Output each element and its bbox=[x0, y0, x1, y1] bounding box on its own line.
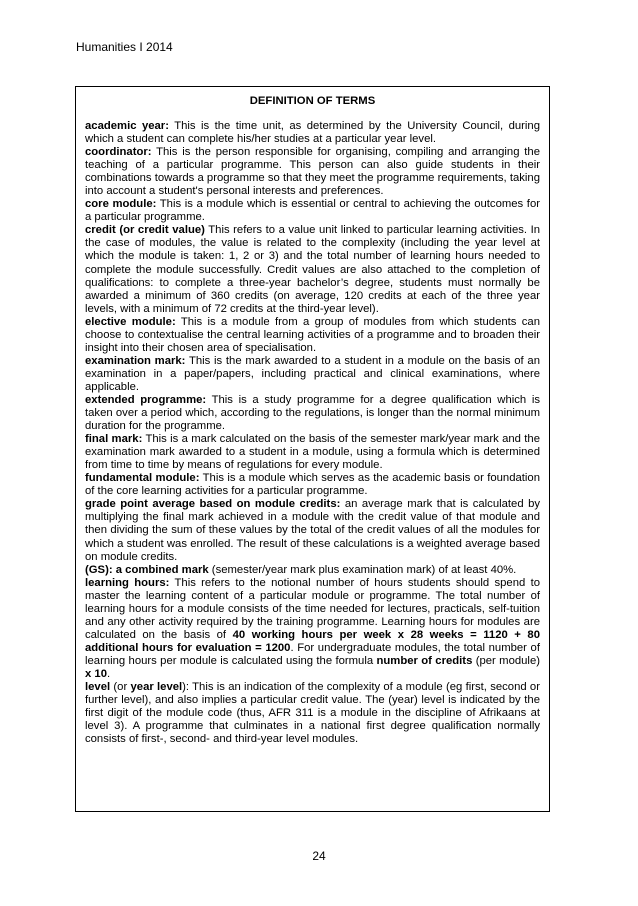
definition-term: credit (or credit value) bbox=[85, 224, 205, 237]
definition-text: (semester/year mark plus examination mark) of at least 40%. bbox=[208, 563, 517, 576]
definition-text: This refers to a value unit linked to particular learning activities. In the case of modules, the value is related to the complexity (including the year level at which the module is taken: 1, 2 or 3) and the total number of learning hours needed to complete the module successfully. Credit values are also attached to the completion of qualifications: to complete a three-year bachelor’s degree, students must normally be awarded a minimum of 360 credits (on average, 120 credits at each of the three year levels, with a minimum of 72 credits at the third-year level). bbox=[85, 224, 540, 315]
definition-term: learning hours: bbox=[85, 576, 170, 589]
definition-text: This is a mark calculated on the basis of the semester mark/year mark and the examination mark awarded to a student in a module, using a formula which is determined from time to time by means of regulations for every module. bbox=[85, 433, 540, 472]
definition-term: elective module: bbox=[85, 315, 176, 328]
definition-text: an average mark that is calculated by multiplying the final mark achieved in a module with the credit value of that module and then dividing the sum of these values by the total of the credit values of all the modules for which a student was enrolled. The result of these calculations is a weighted average based on module credits. bbox=[85, 498, 541, 563]
box-title: DEFINITION OF TERMS bbox=[249, 95, 376, 107]
definition-text: (or bbox=[110, 681, 131, 694]
definition-emphasis: number of credits bbox=[376, 654, 473, 667]
definition-entry-credit bbox=[85, 224, 540, 315]
definition-text: This is a module which serves as the academic basis or foundation of the core learning activities for a particular programme. bbox=[85, 472, 540, 498]
definition-entry-examination-mark bbox=[85, 355, 540, 394]
definition-entry-combined-mark bbox=[85, 564, 540, 577]
definition-entry-academic-year bbox=[85, 120, 540, 146]
definition-text: This is a module which is essential or central to achieving the outcomes for a particular programme. bbox=[85, 198, 540, 224]
definition-text: This is the person responsible for organising, compiling and arranging the teaching of a particular programme. This person can also guide students in their combinations towards a programme so that they meet the programme requirements, taking into account a student's personal interests and preferences. bbox=[85, 146, 540, 198]
definition-emphasis: 40 working hours per week x 28 weeks = 1120 + 80 additional hours for evaluation = 1200 bbox=[85, 628, 540, 654]
running-header: Humanities I 2014 bbox=[76, 40, 173, 54]
definition-term: fundamental module: bbox=[85, 472, 200, 485]
definition-text: This is the time unit, as determined by the University Council, during which a student can complete his/her studies at a particular year level. bbox=[85, 120, 540, 146]
definition-entry-elective-module bbox=[85, 316, 540, 355]
definition-emphasis: x 10 bbox=[85, 667, 107, 680]
page-number: 24 bbox=[312, 849, 326, 863]
definition-text: . bbox=[107, 667, 111, 680]
definitions-box bbox=[75, 86, 550, 812]
definition-entry-level bbox=[85, 681, 540, 746]
definition-entry-learning-hours bbox=[85, 577, 540, 681]
definition-term: extended programme: bbox=[85, 393, 207, 406]
definition-text: This refers to the notional number of hours students should spend to master the learning content of a particular module or programme. The total number of learning hours for a module consists of the time needed for lectures, practicals, self-tuition and any other activity required by the training programme. Learning hours for modules are calculated on the basis of bbox=[85, 576, 540, 641]
definition-entry-core-module bbox=[85, 198, 540, 224]
definition-entry-coordinator bbox=[85, 146, 540, 198]
definition-text: . For undergraduate modules, the total number of learning hours per module is calculated using the formula bbox=[85, 641, 540, 667]
definition-text: (per module) bbox=[472, 654, 540, 667]
definition-term: level bbox=[85, 681, 111, 694]
definition-text: This is a module from a group of modules from which students can choose to contextualise the central learning activities of a programme and to broaden their insight into their chosen area of specialisation. bbox=[85, 315, 540, 354]
definition-term: core module: bbox=[85, 198, 157, 211]
definition-term: (GS): a combined mark bbox=[85, 563, 209, 576]
definition-term: final mark: bbox=[85, 433, 143, 446]
definition-entry-grade-point-average bbox=[85, 498, 540, 563]
definition-term: grade point average based on module credits: bbox=[85, 498, 341, 511]
definition-entry-extended-programme bbox=[85, 394, 540, 433]
definition-emphasis: year level bbox=[130, 681, 183, 694]
definition-text: ): This is an indication of the complexity of a module (eg first, second or further level), and also implies a particular credit value. The (year) level is indicated by the first digit of the module code (thus, AFR 311 is a module in the discipline of Afrikaans at level 3). A programme that culminates in a national first degree qualification normally consists of first-, second- and third-year level modules. bbox=[85, 681, 540, 746]
definition-term: coordinator: bbox=[85, 146, 152, 159]
definition-entry-final-mark bbox=[85, 433, 540, 472]
definition-text: This is a study programme for a degree qualification which is taken over a period which, according to the regulations, is longer than the normal minimum duration for the programme. bbox=[85, 393, 540, 433]
definition-term: academic year: bbox=[85, 120, 169, 132]
definition-entry-fundamental-module bbox=[85, 472, 540, 498]
definition-text: This is the mark awarded to a student in a module on the basis of an examination in a paper/papers, including practical and clinical examinations, where applicable. bbox=[85, 354, 540, 393]
definition-term: examination mark: bbox=[85, 354, 186, 367]
